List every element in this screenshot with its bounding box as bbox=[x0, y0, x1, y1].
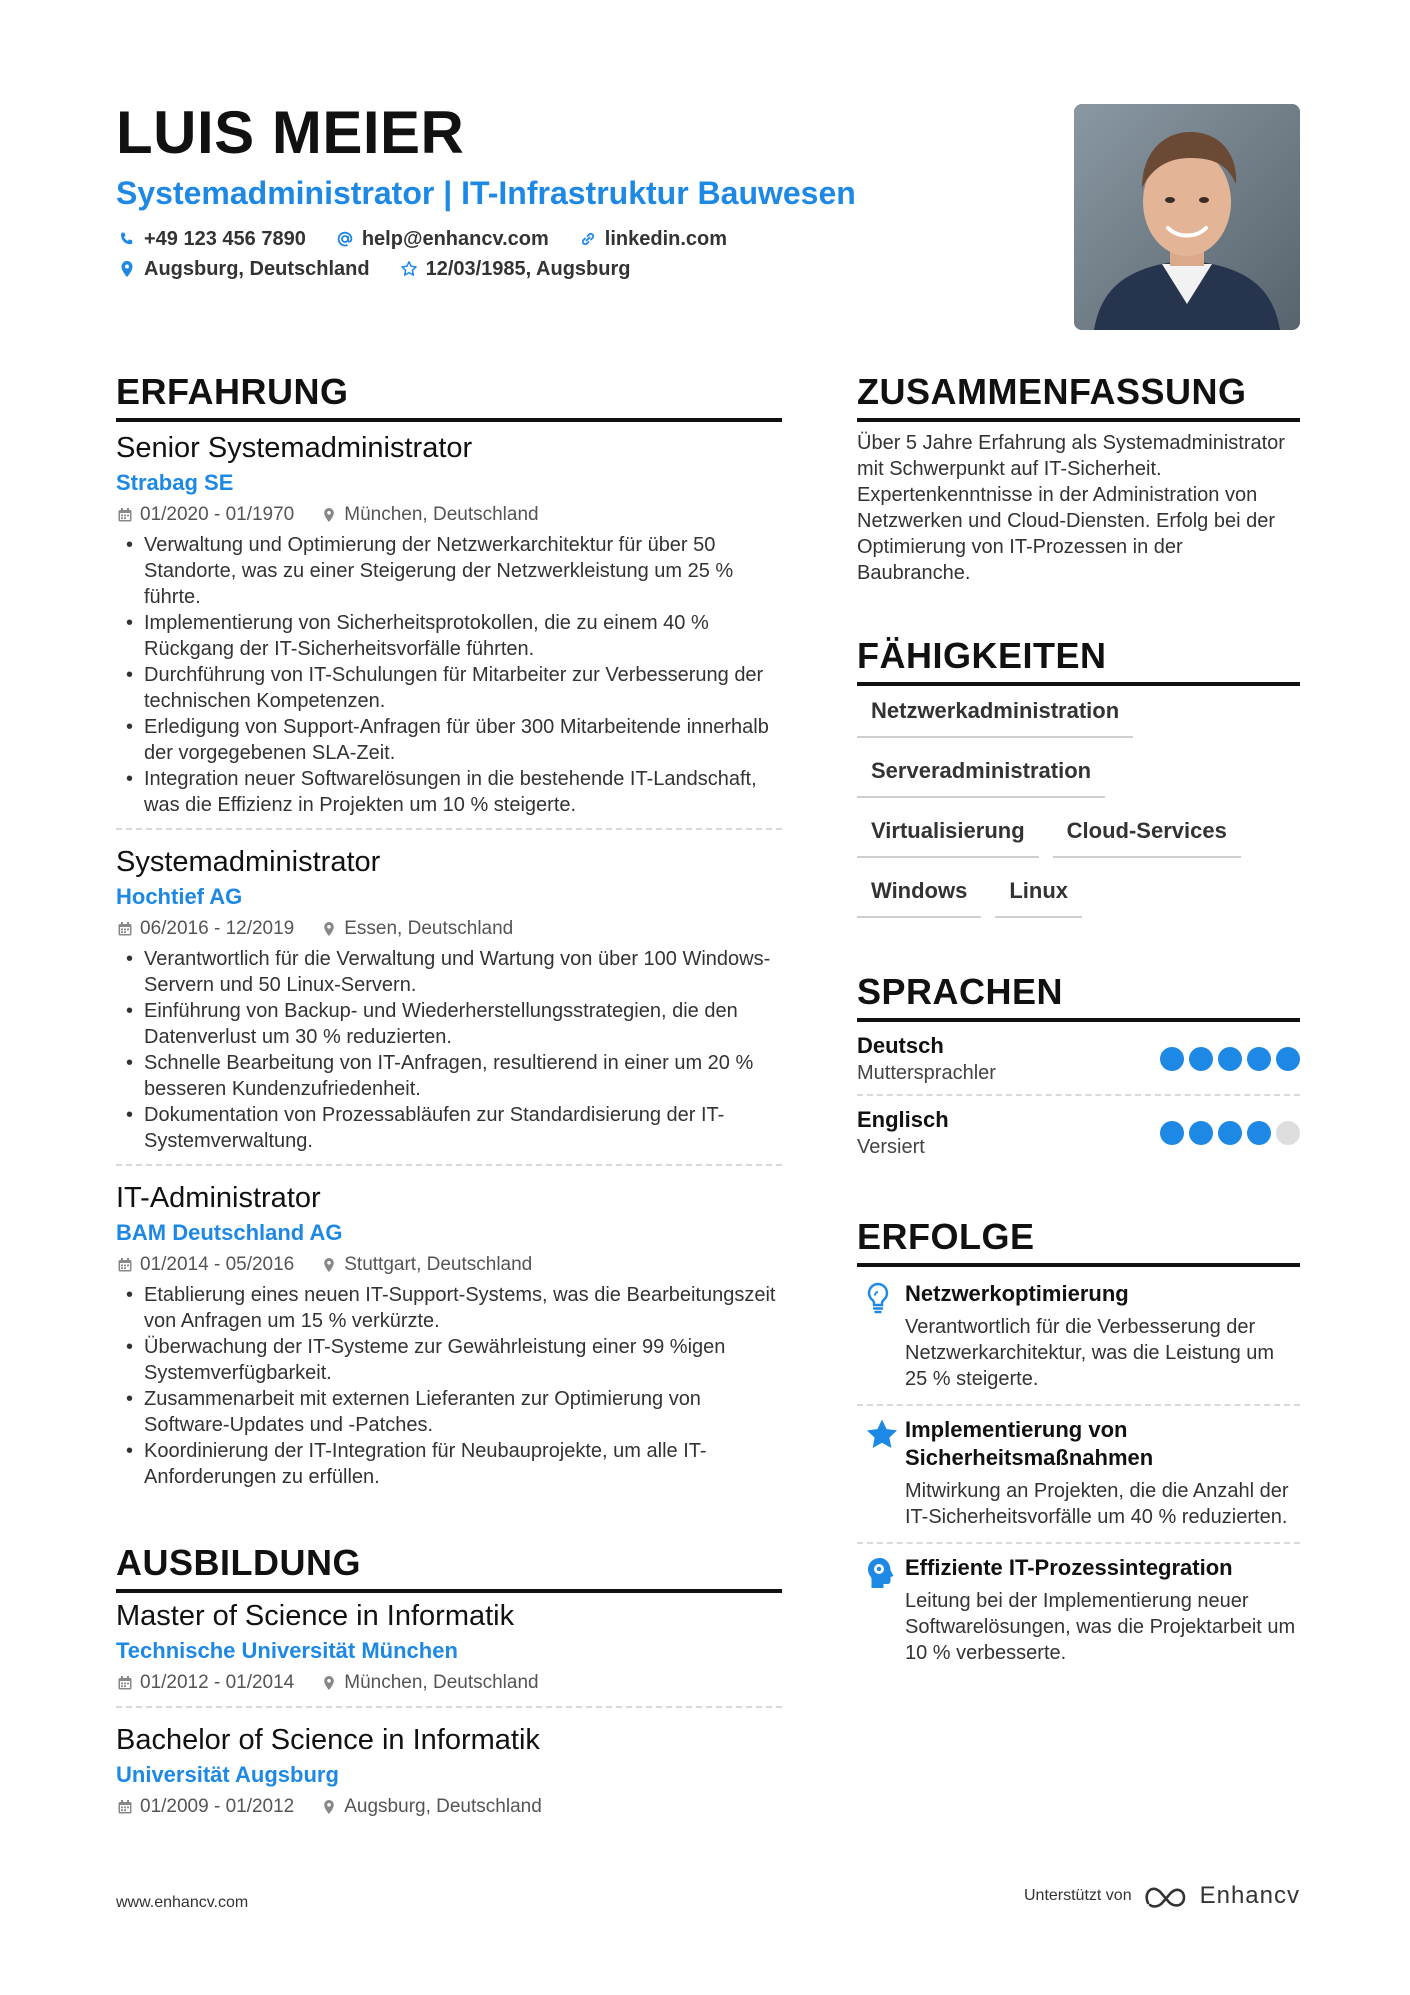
skill-tag: Serveradministration bbox=[857, 750, 1105, 798]
language-rating bbox=[1155, 1047, 1300, 1071]
achievement-entry bbox=[857, 1270, 1300, 1406]
rating-dot-filled bbox=[1218, 1047, 1242, 1071]
language-name: Deutsch bbox=[857, 1033, 944, 1058]
skill-tag: Windows bbox=[857, 870, 981, 918]
location-icon bbox=[320, 920, 338, 938]
job-bullets bbox=[116, 532, 782, 818]
star-icon bbox=[398, 258, 420, 280]
job-meta bbox=[116, 502, 782, 528]
contact-list bbox=[116, 228, 1036, 280]
contact-birth bbox=[398, 258, 631, 280]
rating-dot-filled bbox=[1160, 1047, 1184, 1071]
phone-icon bbox=[116, 228, 138, 250]
education-location bbox=[320, 1794, 542, 1820]
rating-dot-filled bbox=[1276, 1047, 1300, 1071]
experience-entry bbox=[116, 1180, 782, 1500]
achievement-title: Implementierung von Sicherheitsmaßnahmen bbox=[905, 1417, 1154, 1470]
achievement-description: Leitung bei der Implementierung neuer Softwarelösungen, was die Projektarbeit um 10 % verbesserte. bbox=[905, 1590, 1296, 1664]
education-dates: 01/2009 - 01/2012 bbox=[140, 1796, 295, 1817]
star-icon bbox=[857, 1416, 905, 1530]
education-location-text: Augsburg, Deutschland bbox=[344, 1796, 542, 1817]
achievement-description: Mitwirkung an Projekten, die die Anzahl der IT-Sicherheitsvorfälle um 40 % reduzierten. bbox=[905, 1480, 1289, 1528]
job-bullet: • Durchführung von IT-Schulungen für Mitarbeiter zur Verbesserung der technischen Kompetenzen. bbox=[116, 662, 782, 714]
language-name: Englisch bbox=[857, 1107, 949, 1132]
job-location-text: Essen, Deutschland bbox=[344, 918, 514, 939]
skills-heading: FÄHIGKEITEN bbox=[857, 636, 1300, 686]
job-dates: 01/2020 - 01/1970 bbox=[140, 504, 295, 525]
job-bullet: • Erledigung von Support-Anfragen für über 300 Mitarbeitende innerhalb der vorgegebenen SLA-Zeit. bbox=[116, 714, 782, 766]
job-dates: 06/2016 - 12/2019 bbox=[140, 918, 295, 939]
link-icon bbox=[577, 228, 599, 250]
language-level: Versiert bbox=[857, 1136, 925, 1158]
rating-dot-filled bbox=[1160, 1121, 1184, 1145]
company-name: BAM Deutschland AG bbox=[116, 1220, 343, 1245]
job-location bbox=[320, 1252, 532, 1278]
location-icon bbox=[116, 258, 138, 280]
calendar-icon bbox=[116, 1798, 134, 1816]
experience-heading: ERFAHRUNG bbox=[116, 372, 782, 422]
location-icon bbox=[320, 1256, 338, 1274]
resume-header bbox=[116, 96, 1056, 280]
achievement-entry bbox=[857, 1544, 1300, 1678]
job-location-text: Stuttgart, Deutschland bbox=[344, 1254, 533, 1275]
education-entry bbox=[116, 1598, 782, 1708]
calendar-icon bbox=[116, 920, 134, 938]
rating-dot-empty bbox=[1276, 1121, 1300, 1145]
language-entry bbox=[857, 1026, 1300, 1094]
job-bullet: • Integration neuer Softwarelösungen in die bestehende IT-Landschaft, was die Effizienz in Projekten um 10 % steigerte. bbox=[116, 766, 782, 818]
contact-linkedin-text: linkedin.com bbox=[604, 228, 728, 250]
rating-dot-filled bbox=[1189, 1121, 1213, 1145]
job-title: IT-Administrator bbox=[116, 1182, 321, 1214]
summary-text: Über 5 Jahre Erfahrung als Systemadministrator mit Schwerpunkt auf IT-Sicherheit. Expertenkenntnisse in der Administration von Netzwerken und Cloud-Diensten. Erfolg bei der Optimierung von IT-Prozessen in der Baubranche. bbox=[857, 432, 1285, 584]
footer-powered-by bbox=[1024, 1882, 1300, 1910]
job-bullets bbox=[116, 946, 782, 1154]
language-level: Muttersprachler bbox=[857, 1062, 996, 1084]
experience-entry bbox=[116, 844, 782, 1166]
achievement-title: Netzwerkoptimierung bbox=[905, 1281, 1129, 1306]
job-bullet: • Schnelle Bearbeitung von IT-Anfragen, resultierend in einer um 20 % besseren Kundenzufriedenheit. bbox=[116, 1050, 782, 1102]
job-bullet: • Koordinierung der IT-Integration für Neubauprojekte, um alle IT-Anforderungen zu erfüllen. bbox=[116, 1438, 782, 1490]
skill-tag: Virtualisierung bbox=[857, 810, 1039, 858]
job-title: Senior Systemadministrator bbox=[116, 432, 473, 464]
job-bullet: • Etablierung eines neuen IT-Support-Systems, was die Bearbeitungszeit von Anfragen um 15 % verkürzte. bbox=[116, 1282, 782, 1334]
location-icon bbox=[320, 506, 338, 524]
skills-list bbox=[857, 690, 1300, 930]
achievement-entry bbox=[857, 1406, 1300, 1544]
job-location bbox=[320, 916, 513, 942]
job-bullet: • Überwachung der IT-Systeme zur Gewährleistung einer 99 %igen Systemverfügbarkeit. bbox=[116, 1334, 782, 1386]
calendar-icon bbox=[116, 1256, 134, 1274]
skill-tag: Netzwerkadministration bbox=[857, 690, 1133, 738]
job-meta bbox=[116, 916, 782, 942]
education-meta bbox=[116, 1670, 782, 1696]
language-rating bbox=[1155, 1121, 1300, 1145]
rating-dot-filled bbox=[1218, 1121, 1242, 1145]
school-name: Technische Universität München bbox=[116, 1638, 458, 1663]
rating-dot-filled bbox=[1247, 1121, 1271, 1145]
company-name: Strabag SE bbox=[116, 470, 234, 495]
profile-photo bbox=[1074, 104, 1300, 330]
job-bullet: • Einführung von Backup- und Wiederherstellungsstrategien, die den Datenverlust um 30 % reduzierten. bbox=[116, 998, 782, 1050]
contact-location-text: Augsburg, Deutschland bbox=[144, 258, 370, 280]
achievements-heading: ERFOLGE bbox=[857, 1217, 1300, 1267]
skill-tag: Cloud-Services bbox=[1053, 810, 1241, 858]
brand-name: Enhancv bbox=[1199, 1882, 1300, 1909]
enhancv-logo-icon bbox=[1144, 1883, 1190, 1909]
head-gear-icon bbox=[857, 1554, 905, 1666]
footer-website[interactable]: www.enhancv.com bbox=[116, 1894, 249, 1911]
summary-heading: ZUSAMMENFASSUNG bbox=[857, 372, 1300, 422]
contact-linkedin[interactable] bbox=[577, 228, 727, 250]
at-icon bbox=[334, 228, 356, 250]
languages-list bbox=[857, 1026, 1300, 1168]
education-heading: AUSBILDUNG bbox=[116, 1543, 782, 1593]
contact-birth-text: 12/03/1985, Augsburg bbox=[425, 258, 631, 280]
contact-email[interactable] bbox=[334, 228, 549, 250]
contact-email-text: help@enhancv.com bbox=[361, 228, 549, 250]
job-dates: 01/2014 - 05/2016 bbox=[140, 1254, 295, 1275]
contact-location bbox=[116, 258, 370, 280]
experience-entry bbox=[116, 430, 782, 830]
achievement-description: Verantwortlich für die Verbesserung der Netzwerkarchitektur, was die Leistung um 25 % steigerte. bbox=[905, 1316, 1275, 1390]
skill-tag: Linux bbox=[995, 870, 1082, 918]
education-entry bbox=[116, 1722, 782, 1830]
job-bullet: • Verantwortlich für die Verwaltung und Wartung von über 100 Windows-Servern und 50 Linux-Servern. bbox=[116, 946, 782, 998]
location-icon bbox=[320, 1674, 338, 1692]
job-bullet: • Verwaltung und Optimierung der Netzwerkarchitektur für über 50 Standorte, was zu einer Steigerung der Netzwerkleistung um 25 % führte. bbox=[116, 532, 782, 610]
calendar-icon bbox=[116, 506, 134, 524]
education-location bbox=[320, 1670, 538, 1696]
rating-dot-filled bbox=[1247, 1047, 1271, 1071]
degree-title: Master of Science in Informatik bbox=[116, 1600, 515, 1632]
education-meta bbox=[116, 1794, 782, 1820]
job-bullet: • Dokumentation von Prozessabläufen zur Standardisierung der IT-Systemverwaltung. bbox=[116, 1102, 782, 1154]
job-location-text: München, Deutschland bbox=[344, 504, 539, 525]
job-bullets bbox=[116, 1282, 782, 1490]
job-title: Systemadministrator bbox=[116, 846, 381, 878]
lightbulb-icon bbox=[857, 1280, 905, 1392]
powered-by-label: Unterstützt von bbox=[1023, 1887, 1132, 1904]
education-list bbox=[116, 1598, 782, 1844]
degree-title: Bachelor of Science in Informatik bbox=[116, 1724, 540, 1756]
company-name: Hochtief AG bbox=[116, 884, 243, 909]
achievements-list bbox=[857, 1270, 1300, 1678]
rating-dot-filled bbox=[1189, 1047, 1213, 1071]
education-dates: 01/2012 - 01/2014 bbox=[140, 1672, 295, 1693]
job-meta bbox=[116, 1252, 782, 1278]
school-name: Universität Augsburg bbox=[116, 1762, 339, 1787]
achievement-title: Effiziente IT-Prozessintegration bbox=[905, 1555, 1233, 1580]
education-location-text: München, Deutschland bbox=[344, 1672, 539, 1693]
candidate-name: LUIS MEIER bbox=[116, 99, 465, 166]
experience-list bbox=[116, 430, 782, 1514]
job-location bbox=[320, 502, 538, 528]
job-bullet: • Zusammenarbeit mit externen Lieferanten zur Optimierung von Software-Updates und -Patches. bbox=[116, 1386, 782, 1438]
job-bullet: • Implementierung von Sicherheitsprotokollen, die zu einem 40 % Rückgang der IT-Sicherheitsvorfälle führten. bbox=[116, 610, 782, 662]
candidate-headline: Systemadministrator | IT-Infrastruktur Bauwesen bbox=[116, 175, 856, 211]
calendar-icon bbox=[116, 1674, 134, 1692]
location-icon bbox=[320, 1798, 338, 1816]
languages-heading: SPRACHEN bbox=[857, 972, 1300, 1022]
contact-phone[interactable] bbox=[116, 228, 306, 250]
contact-phone-text: +49 123 456 7890 bbox=[144, 228, 306, 250]
language-entry bbox=[857, 1094, 1300, 1168]
